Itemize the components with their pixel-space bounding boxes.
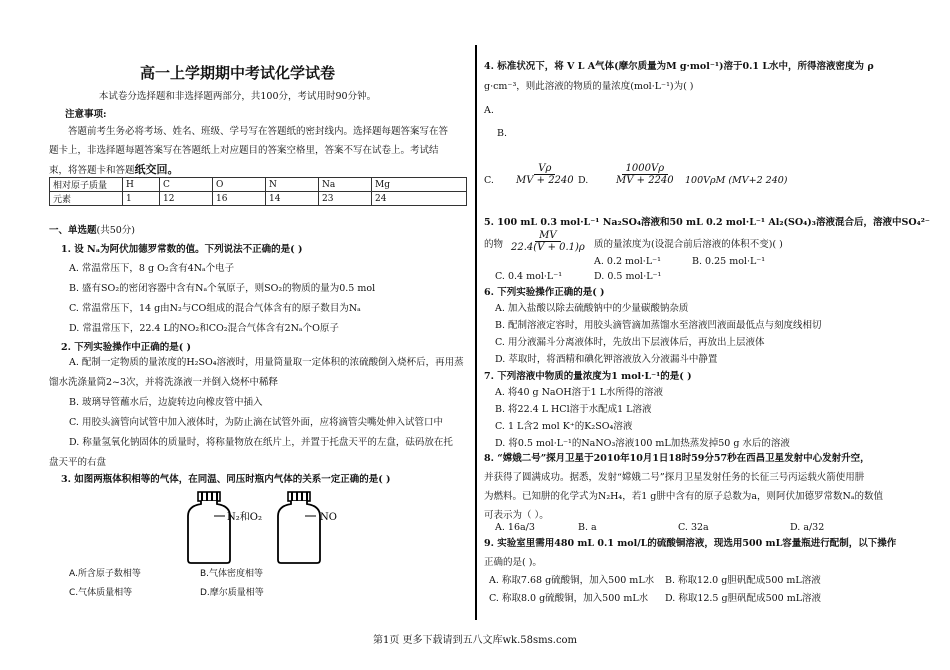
option-d-fraction: [612, 163, 678, 186]
option-b: B. 将22.4 L HCl溶于水配成1 L溶液: [495, 404, 652, 415]
notice-label: 注意事项:: [65, 109, 107, 120]
option-b: B. 0.25 mol·L⁻¹: [692, 256, 766, 267]
option-b: B. 配制溶液定容时，用胶头滴管滴加蒸馏水至溶液凹液面最低点与刻度线相切: [495, 320, 822, 331]
table-cell: 14: [266, 192, 319, 206]
question-7-options: [495, 386, 790, 454]
fraction: [507, 230, 589, 253]
option-d-extra: 100VρM (MV+2 240): [685, 175, 788, 186]
column-divider: [475, 45, 477, 620]
question-4-line: 4. 标准状况下，将 V L A气体(摩尔质量为M g·mol⁻¹)溶于0.1 L水中，所得溶液密度为 ρ: [484, 61, 874, 72]
section-title: 一、单选题: [49, 225, 97, 236]
fraction-denominator: MV + 2240: [616, 175, 674, 186]
question-1-stem: 1. 设 Nₐ为阿伏加德罗常数的值。下列说法不正确的是( ): [61, 244, 303, 255]
table-cell: C: [160, 178, 213, 192]
fraction-denominator: MV + 2240: [516, 175, 574, 186]
section-heading: [49, 224, 135, 237]
table-cell: 24: [372, 192, 467, 206]
option-a: A. 16a/3: [495, 522, 535, 533]
question-8-line: 为燃料。已知肼的化学式为N₂H₄，若1 g肼中含有的原子总数为a，则阿伏加德罗常数Nₐ的数值: [484, 491, 884, 502]
page-title: 高一上学期期中考试化学试卷: [139, 64, 335, 82]
option-d: D. a/32: [790, 522, 825, 533]
fraction-denominator: 22.4(V + 0.1)ρ: [511, 242, 585, 253]
table-row: [50, 192, 467, 206]
gas-bottles-figure: [180, 490, 370, 565]
option-c: C. 0.4 mol·L⁻¹: [495, 271, 563, 282]
option-a: A. 常温常压下，8 g O₂含有4Nₐ个电子: [69, 263, 235, 274]
table-row: [50, 178, 467, 192]
table-cell: 元素: [50, 192, 123, 206]
notice-tail: 纸交回。: [134, 163, 179, 176]
question-4-stem: [484, 60, 874, 100]
question-6-options: [495, 302, 822, 370]
option-d: D. 0.5 mol·L⁻¹: [594, 271, 662, 282]
question-2-body: [49, 356, 469, 476]
bottle-right-icon: [278, 492, 320, 563]
option-c: C. 常温常压下，14 g由N₂与CO组成的混合气体含有的原子数目为Nₐ: [69, 303, 361, 314]
option-d-label: D.: [578, 175, 589, 186]
option-c-label: C.: [484, 175, 494, 186]
question-5-fraction: [507, 230, 589, 253]
question-6-stem: 6. 下列实验操作正确的是( ): [484, 287, 605, 298]
question-8-body: [484, 452, 883, 528]
atomic-mass-table: [49, 177, 467, 206]
option-d: D. 称取12.5 g胆矾配成500 mL溶液: [665, 593, 822, 604]
option-a: A. 加入盐酸以除去硫酸钠中的少量碳酸钠杂质: [495, 303, 689, 314]
option-a: A. 称取7.68 g硫酸铜，加入500 mL水: [489, 575, 655, 586]
option-d: D. 常温常压下，22.4 L的NO₂和CO₂混合气体含有2Nₐ个O原子: [69, 323, 339, 334]
question-9-body: [484, 537, 896, 575]
section-points: (共50分): [96, 225, 136, 236]
table-cell: 16: [213, 192, 266, 206]
option-b: B. a: [578, 522, 597, 533]
question-9-line: 正确的是( )。: [484, 557, 542, 568]
table-cell: 12: [160, 192, 213, 206]
question-4-line: g·cm⁻³，则此溶液的物质的量浓度(mol·L⁻¹)为( ): [484, 81, 694, 92]
notice-line: 答题前考生务必将考场、姓名、班级、学号写在答题纸的密封线内。选择题每题答案写在答: [68, 126, 449, 137]
option-b: B. 玻璃导管蘸水后，边旋转边向橡皮管中插入: [69, 397, 263, 408]
table-cell: N: [266, 178, 319, 192]
table-cell: 23: [319, 192, 372, 206]
table-cell: 1: [123, 192, 160, 206]
question-8-line: 并获得了圆满成功。据悉，发射“嫦娥二号”探月卫星发射任务的长征三号丙运载火箭使用肼: [484, 472, 865, 483]
fraction-numerator: 1000Vρ: [622, 163, 669, 175]
option-c-fraction: [512, 163, 578, 186]
page-footer: 第1页 更多下载请到五八文库wk.58sms.com: [372, 635, 578, 646]
notice-line-text: 束，将答题卡和答题: [49, 165, 135, 176]
table-cell: Mg: [372, 178, 467, 192]
option-c: C. 32a: [678, 522, 709, 533]
option-a: A.所含原子数相等: [69, 569, 141, 579]
table-cell: Na: [319, 178, 372, 192]
option-a: A. 将40 g NaOH溶于1 L水所得的溶液: [495, 387, 664, 398]
option-d: D. 将0.5 mol·L⁻¹的NaNO₃溶液100 mL加热蒸发掉50 g 水后的溶液: [495, 438, 790, 449]
table-cell: H: [123, 178, 160, 192]
option-d: D. 萃取时，将酒精和碘化钾溶液放入分液漏斗中静置: [495, 354, 718, 365]
option-a: A. 配制一定物质的量浓度的H₂SO₄溶液时，用量筒量取一定体积的浓硫酸倒入烧杯后，再用蒸: [69, 357, 464, 368]
fraction: [612, 163, 678, 186]
question-7-stem: 7. 下列溶液中物质的量浓度为1 mol·L⁻¹的是( ): [484, 371, 692, 382]
option-d-cont: 盘天平的右盘: [49, 457, 107, 468]
option-b: B. 盛有SO₂的密闭容器中含有Nₐ个氧原子，则SO₂的物质的量为0.5 mol: [69, 283, 376, 294]
notice-line: 题卡上，非选择题每题答案写在答题纸上对应题目的答案空格里，答案不写在试卷上。考试结: [49, 145, 439, 156]
question-5-pre: 的物: [484, 239, 504, 250]
option-c: C. 用分液漏斗分离液体时，先放出下层液体后，再放出上层液体: [495, 337, 765, 348]
bottle-right-label: NO: [320, 512, 337, 523]
question-3-stem: 3. 如图两瓶体积相等的气体，在同温、同压时瓶内气体的关系一定正确的是( ): [61, 474, 391, 485]
option-a: A. 0.2 mol·L⁻¹: [594, 256, 661, 267]
option-c: C.气体质量相等: [69, 588, 133, 598]
bottle-left-icon: [188, 492, 230, 563]
question-8-line: 可表示为（ ）。: [484, 510, 549, 521]
table-cell: 相对原子质量: [50, 178, 123, 192]
question-2-stem: 2. 下列实验操作中正确的是( ): [61, 342, 192, 353]
option-b: B.: [497, 128, 508, 139]
fraction-numerator: MV: [535, 230, 560, 242]
question-5-line: 5. 100 mL 0.3 mol·L⁻¹ Na₂SO₄溶液和50 mL 0.2 mol·L⁻¹ Al₂(SO₄)₃溶液混合后，溶液中SO₄²⁻: [484, 217, 930, 228]
question-5-post: 质的量浓度为(设混合前后溶液的体积不变)( ): [594, 239, 783, 250]
bottle-left-label: N₂和O₂: [227, 512, 262, 523]
option-c: C. 称取8.0 g硫酸铜，加入500 mL水: [489, 593, 649, 604]
table-cell: O: [213, 178, 266, 192]
fraction: [512, 163, 578, 186]
option-c: C. 1 L含2 mol K⁺的K₂SO₄溶液: [495, 421, 633, 432]
option-a-cont: 馏水洗涤量筒2~3次，并将洗涤液一并倒入烧杯中稀释: [49, 377, 279, 388]
notice-block: [49, 122, 467, 180]
exam-subtitle: 本试卷分选择题和非选择题两部分，共100分，考试用时90分钟。: [98, 91, 377, 102]
fraction-numerator: Vρ: [534, 163, 555, 175]
option-c: C. 用胶头滴管向试管中加入液体时，为防止滴在试管外面，应将滴管尖嘴处伸入试管口中: [69, 417, 443, 428]
option-b: B. 称取12.0 g胆矾配成500 mL溶液: [665, 575, 821, 586]
option-d: D.摩尔质量相等: [200, 588, 264, 598]
option-b: B.气体密度相等: [200, 569, 264, 579]
question-1-options: [69, 262, 375, 342]
option-d: D. 称量氢氧化钠固体的质量时，将称量物放在纸片上，并置于托盘天平的左盘，砝码放在托: [69, 437, 453, 448]
option-a: A.: [484, 105, 494, 116]
question-8-line: 8. “嫦娥二号”探月卫星于2010年10月1日18时59分57秒在西昌卫星发射中心发射升空，: [484, 453, 870, 464]
question-9-line: 9. 实验室里需用480 mL 0.1 mol/L的硫酸铜溶液，现选用500 mL容量瓶进行配制，以下操作: [484, 538, 897, 549]
